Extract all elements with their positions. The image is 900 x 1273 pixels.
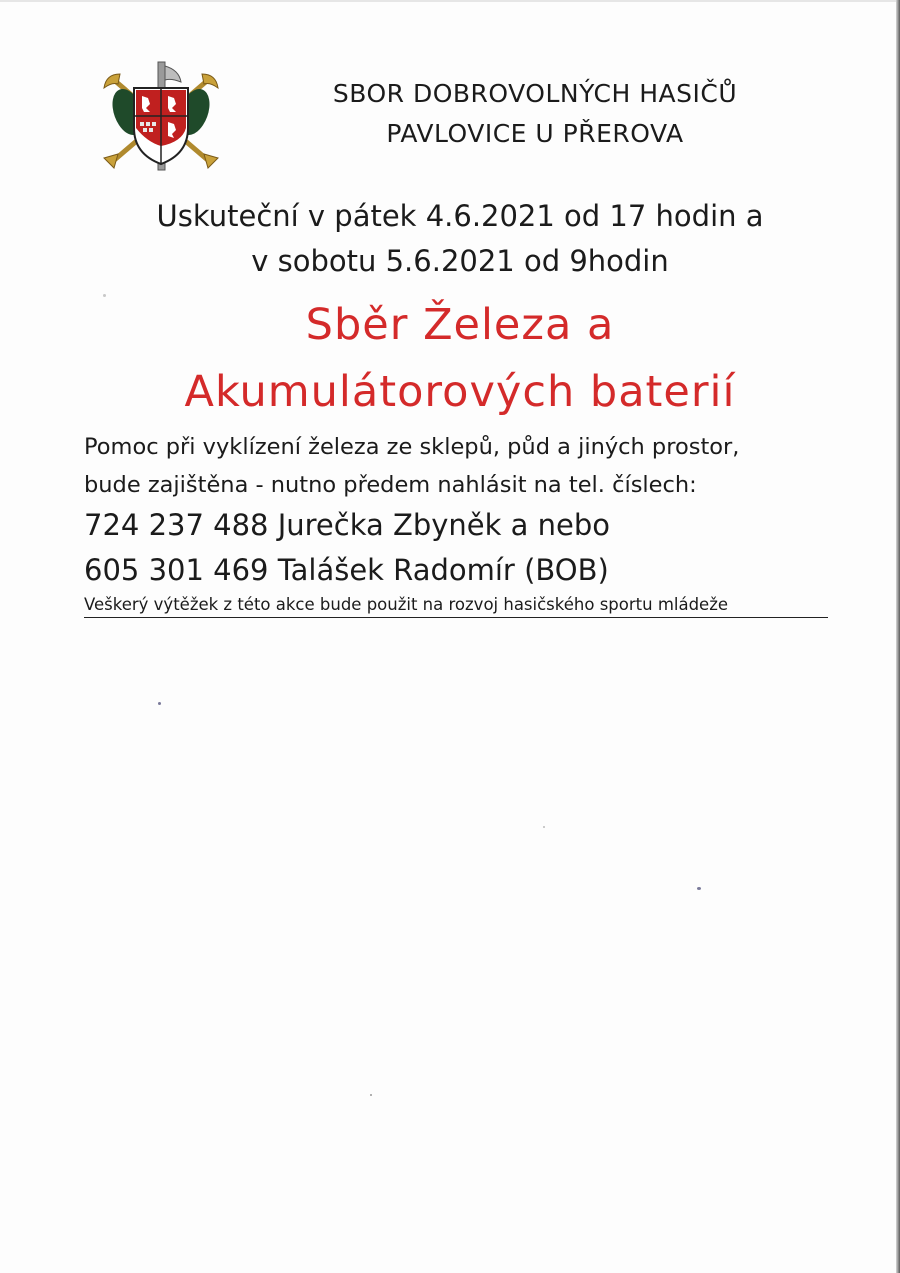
organization-header: [270, 74, 800, 154]
event-dates: [60, 194, 860, 284]
assistance-info: [84, 428, 844, 504]
event-date-line1: Uskuteční v pátek 4.6.2021 od 17 hodin a: [156, 199, 764, 233]
scan-edge-right: [896, 0, 900, 1273]
organization-name-line1: SBOR DOBROVOLNÝCH HASIČŮ: [332, 79, 738, 108]
organization-name-line2: PAVLOVICE U PŘEROVA: [386, 119, 684, 148]
event-date-line2: v sobotu 5.6.2021 od 9hodin: [251, 244, 669, 278]
event-title: [60, 292, 860, 426]
scan-speck: [370, 1094, 372, 1096]
scan-speck: [697, 887, 701, 890]
scan-speck: [158, 702, 161, 705]
contact-phone-1: 724 237 488 Jurečka Zbyněk a nebo: [84, 508, 611, 542]
scan-speck: [103, 294, 106, 297]
firefighter-emblem-logo: [98, 60, 224, 174]
scan-speck: [543, 826, 545, 828]
contact-list: [84, 503, 844, 593]
event-title-line1: Sběr Železa a: [305, 300, 615, 350]
event-title-line2: Akumulátorových baterií: [184, 367, 736, 417]
assistance-info-line2: bude zajištěna - nutno předem nahlásit na tel. číslech:: [84, 472, 697, 498]
assistance-info-line1: Pomoc při vyklízení železa ze sklepů, půd a jiných prostor,: [84, 434, 740, 460]
proceeds-footnote: Veškerý výtěžek z této akce bude použit na rozvoj hasičského sportu mládeže: [84, 594, 828, 618]
scan-edge-top: [0, 0, 900, 2]
contact-phone-2: 605 301 469 Talášek Radomír (BOB): [84, 553, 609, 587]
